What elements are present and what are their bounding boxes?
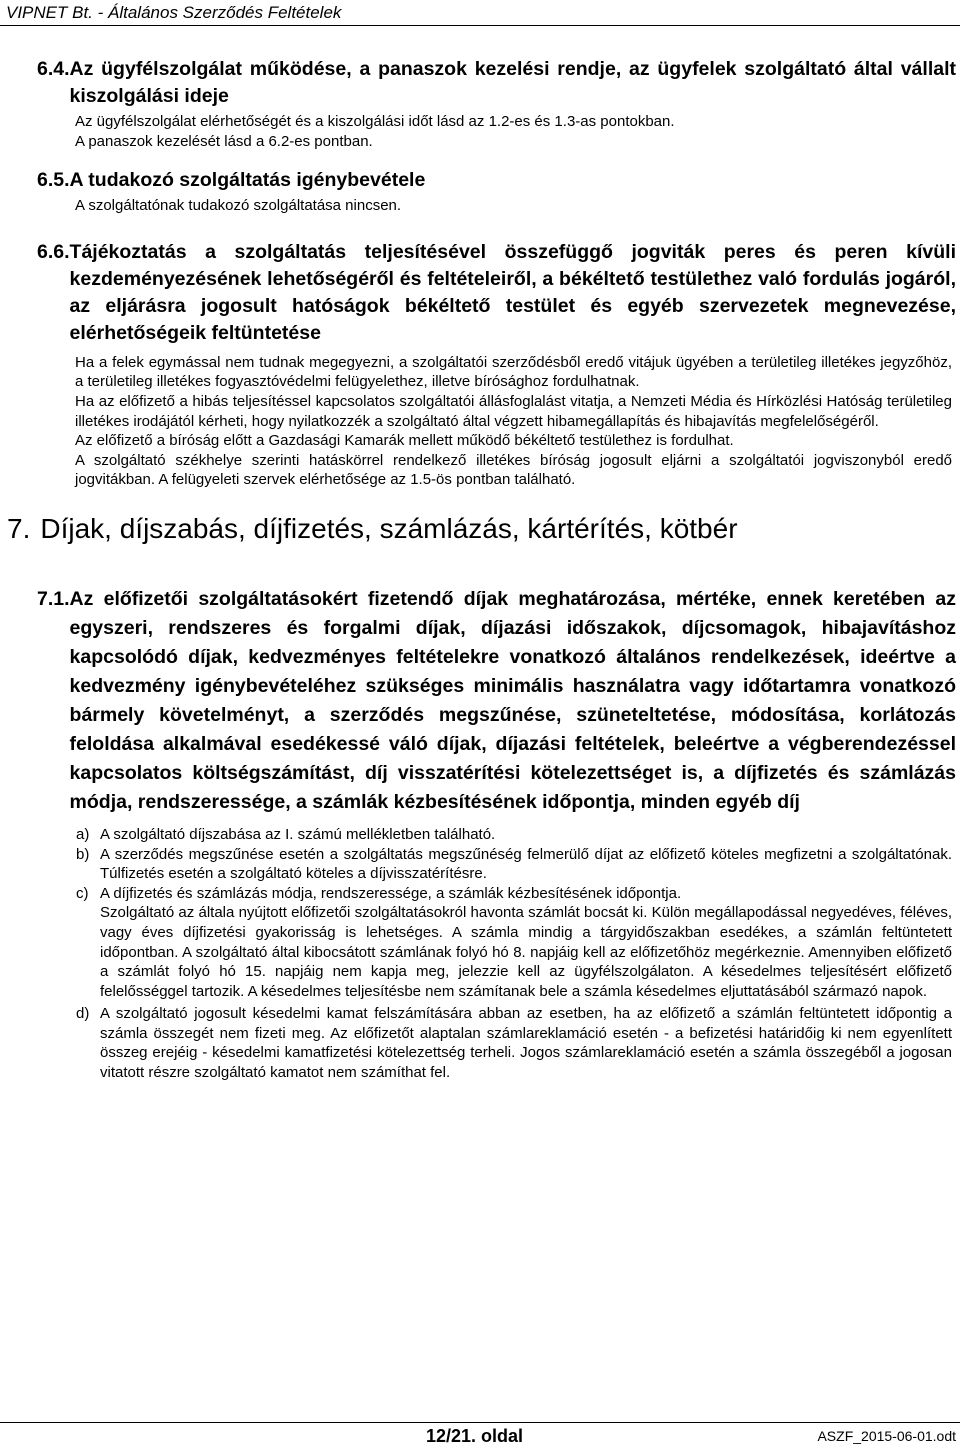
- paragraph: Ha az előfizető a hibás teljesítéssel kapcsolatos szolgáltatói állásfoglalást vitatja, a Nemzeti Média és Hírközlési Hatóság területileg illetékes irodájától kérheti, hogy nyilatkozzék a szolgáltató által végzett hibamegállapítás és hibajavítás megfelelőségéről.: [75, 392, 952, 430]
- chapter-7-heading: [7, 512, 956, 546]
- paragraph: Szolgáltató az általa nyújtott előfizetői szolgáltatásokról havonta számlát bocsát ki. Külön megállapodással negyedéves, féléves, vagy éves díjfizetési gyakorisság is lehetséges. A számla mindig a tárgyidőszakban esedékes, a számlán feltüntetett időpontban. A szolgáltató által kibocsátott számlának folyó hó 8. napjáig kell az előfizetőhöz megérkeznie. Amennyiben előfizető a számlát folyó hó 15. napjáig nem kapja meg, jelezzie kell az ügyfélszolgálaton. A késedelmes teljesítésért előfizető felelősséggel tartozik. A késedelmes teljesítésbe nem számítanak bele a számla késedelmes eljuttatásából származó napok.: [100, 904, 952, 1000]
- list-item: [76, 884, 952, 904]
- paragraph: Az ügyfélszolgálat elérhetőségét és a kiszolgálási időt lásd az 1.2-es és 1.3-as pontokban.: [75, 113, 675, 130]
- section-title: Az ügyfélszolgálat működése, a panaszok kezelési rendje, az ügyfelek szolgáltató által vállalt kiszolgálási ideje: [69, 58, 956, 107]
- list-text: A díjfizetés és számlázás módja, rendszeressége, a számlák kézbesítésének időpontja.: [100, 884, 682, 902]
- fee-list: [38, 825, 956, 1083]
- chapter-title: Díjak, díjszabás, díjfizetés, számlázás, kártérítés, kötbér: [40, 512, 738, 544]
- page-header: [0, 0, 960, 26]
- list-text: A szolgáltató díjszabása az I. számú mellékletben található.: [100, 825, 496, 843]
- list-text: A szerződés megszűnése esetén a szolgáltatás megszűnéség felmerülő díjat az előfizető köteles megfizetni a szolgáltatónak. Túlfizetés esetén a szolgáltató köteles a díjvisszatérítésre.: [100, 845, 952, 883]
- list-label: c): [76, 884, 89, 902]
- section-6-5-heading: [37, 167, 956, 194]
- paragraph: A szolgáltatónak tudakozó szolgáltatása nincsen.: [75, 197, 402, 215]
- document-body: [7, 56, 956, 1083]
- list-label: a): [76, 825, 90, 843]
- list-label: d): [76, 1005, 90, 1023]
- page-footer: [0, 1422, 960, 1448]
- section-title: Az előfizetői szolgáltatásokért fizetendő díjak meghatározása, mértéke, ennek keretében az egyszeri, rendszeres és forgalmi díjak, díjazási időszakok, díjcsomagok, hibajavításhoz kapcsolódó díjak, kedvezményes feltételekre vonatkozó általános rendelkezések, ideértve a kedvezmény igénybevételéhez szükséges minimális használatra vagy időtartamra vonatkozó bármely követelményt, a szerződés megszűnése, szüneteltetése, módosítása, korlátozás feloldása alkalmával esedékessé váló díjak, díjazási feltételek, beleértve a végberendezéssel kapcsolatos költségszámítást, díj visszatérítési kötelezettséget is, a díjfizetés és számlázás módja, rendszeressége, a számlák kézbesítésének időpontja, minden egyéb díj: [69, 587, 956, 813]
- section-number: 7.1.: [37, 587, 70, 610]
- section-7-1-heading: [37, 585, 956, 817]
- paragraph: Ha a felek egymással nem tudnak megegyezni, a szolgáltatói szerződésből eredő vitájuk ügyében a területileg illetékes jegyzőhöz, a területileg illetékes fogyasztóvédelmi felügyelethez, illetve bírósághoz fordulhatnak.: [75, 353, 952, 391]
- paragraph: A panaszok kezelését lásd a 6.2-es pontban.: [75, 132, 373, 150]
- section-title: Tájékoztatás a szolgáltatás teljesítésével összefüggő jogviták peres és peren kívüli kezdeményezésének lehetőségéről és feltételeiről, a békéltető testülethez való fordulás jogáról, az eljárásra jogosult hatóságok békéltető testület és egyéb szervezetek megnevezése, elérhetőségeik feltüntetése: [69, 240, 956, 344]
- chapter-number: 7.: [7, 512, 31, 544]
- section-6-6-heading: [37, 239, 956, 347]
- list-text: A szolgáltató jogosult késedelmi kamat felszámítására abban az esetben, ha az előfizető a számlán feltüntetett időpontig a számla összegét nem fizeti meg. Az előfizetőt alaptalan számlareklamáció esetén - a befizetési határidőig ki nem egyenlített összeg erejéig - késedelmi kamatfizetési kötelezettség terheli. Jogos számlareklamáció esetén a számla összegéből a jogosan vitatott részre szolgáltató kamatot nem számíthat fel.: [100, 1005, 952, 1082]
- list-label: b): [76, 845, 90, 863]
- paragraph: A szolgáltató székhelye szerinti hatáskörrel rendelkező illetékes bíróság jogosult eljárni a szolgáltatói jogviszonyból eredő jogvitákban. A felügyeleti szervek elérhetősége az 1.5-ös pontban található.: [75, 451, 952, 489]
- section-title: A tudakozó szolgáltatás igénybevétele: [69, 169, 426, 192]
- section-number: 6.6.: [37, 240, 70, 263]
- header-title: VIPNET Bt. - Általános Szerződés Feltételek: [6, 3, 342, 22]
- file-name: ASZF_2015-06-01.odt: [817, 1428, 956, 1444]
- paragraph: Az előfizető a bíróság előtt a Gazdasági Kamarák mellett működő békéltető testülethez is fordulhat.: [75, 432, 734, 450]
- list-item: [76, 1004, 952, 1082]
- section-number: 6.4.: [37, 58, 70, 80]
- page-number: 12/21. oldal: [426, 1426, 524, 1446]
- list-item: [76, 845, 952, 884]
- list-item: [76, 825, 952, 845]
- section-6-4-heading: [37, 56, 956, 110]
- section-number: 6.5.: [37, 169, 70, 192]
